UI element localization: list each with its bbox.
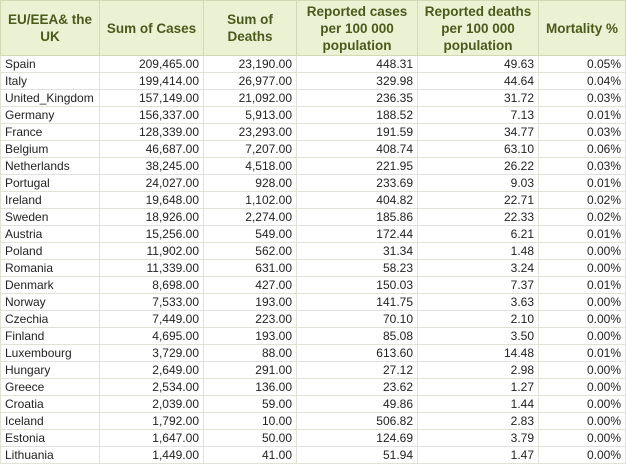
table-row — [1, 362, 626, 379]
country-cell: Estonia — [1, 430, 100, 447]
cases-per-100k-cell: 23.62 — [297, 379, 418, 396]
mortality-cell: 0.05% — [539, 56, 626, 73]
mortality-cell: 0.00% — [539, 294, 626, 311]
mortality-cell: 0.00% — [539, 379, 626, 396]
mortality-cell: 0.03% — [539, 158, 626, 175]
table-row — [1, 73, 626, 90]
table-row — [1, 90, 626, 107]
deaths-cell: 631.00 — [204, 260, 297, 277]
cases-per-100k-cell: 236.35 — [297, 90, 418, 107]
deaths-cell: 136.00 — [204, 379, 297, 396]
deaths-per-100k-cell: 31.72 — [418, 90, 539, 107]
mortality-cell: 0.03% — [539, 124, 626, 141]
cases-cell: 7,449.00 — [100, 311, 204, 328]
table-row — [1, 311, 626, 328]
cases-cell: 2,039.00 — [100, 396, 204, 413]
country-cell: Spain — [1, 56, 100, 73]
deaths-cell: 223.00 — [204, 311, 297, 328]
country-cell: Ireland — [1, 192, 100, 209]
deaths-cell: 23,190.00 — [204, 56, 297, 73]
deaths-per-100k-cell: 22.71 — [418, 192, 539, 209]
cases-cell: 19,648.00 — [100, 192, 204, 209]
cases-per-100k-cell: 49.86 — [297, 396, 418, 413]
country-cell: Romania — [1, 260, 100, 277]
deaths-cell: 4,518.00 — [204, 158, 297, 175]
deaths-per-100k-cell: 2.10 — [418, 311, 539, 328]
cases-cell: 4,695.00 — [100, 328, 204, 345]
deaths-cell: 10.00 — [204, 413, 297, 430]
cases-per-100k-cell: 233.69 — [297, 175, 418, 192]
table-row — [1, 141, 626, 158]
mortality-cell: 0.03% — [539, 90, 626, 107]
cases-per-100k-cell: 70.10 — [297, 311, 418, 328]
table-row — [1, 56, 626, 73]
cases-per-100k-cell: 141.75 — [297, 294, 418, 311]
deaths-per-100k-cell: 22.33 — [418, 209, 539, 226]
country-cell: Norway — [1, 294, 100, 311]
mortality-cell: 0.00% — [539, 311, 626, 328]
deaths-cell: 59.00 — [204, 396, 297, 413]
deaths-per-100k-cell: 3.24 — [418, 260, 539, 277]
deaths-per-100k-cell: 1.44 — [418, 396, 539, 413]
cases-per-100k-cell: 58.23 — [297, 260, 418, 277]
mortality-cell: 0.00% — [539, 362, 626, 379]
table-row — [1, 379, 626, 396]
deaths-cell: 193.00 — [204, 294, 297, 311]
deaths-per-100k-cell: 14.48 — [418, 345, 539, 362]
deaths-cell: 23,293.00 — [204, 124, 297, 141]
deaths-cell: 7,207.00 — [204, 141, 297, 158]
table-row — [1, 209, 626, 226]
deaths-cell: 26,977.00 — [204, 73, 297, 90]
table-row — [1, 192, 626, 209]
mortality-cell: 0.01% — [539, 345, 626, 362]
cases-cell: 2,649.00 — [100, 362, 204, 379]
deaths-cell: 5,913.00 — [204, 107, 297, 124]
mortality-cell: 0.00% — [539, 396, 626, 413]
country-cell: Netherlands — [1, 158, 100, 175]
mortality-cell: 0.00% — [539, 243, 626, 260]
deaths-cell: 562.00 — [204, 243, 297, 260]
header-country: EU/EEA& the UK — [1, 1, 100, 56]
cases-cell: 15,256.00 — [100, 226, 204, 243]
deaths-per-100k-cell: 26.22 — [418, 158, 539, 175]
country-cell: Denmark — [1, 277, 100, 294]
table-row — [1, 158, 626, 175]
cases-cell: 128,339.00 — [100, 124, 204, 141]
table-row — [1, 124, 626, 141]
country-cell: Iceland — [1, 413, 100, 430]
cases-per-100k-cell: 408.74 — [297, 141, 418, 158]
cases-per-100k-cell: 188.52 — [297, 107, 418, 124]
deaths-per-100k-cell: 7.13 — [418, 107, 539, 124]
deaths-per-100k-cell: 9.03 — [418, 175, 539, 192]
deaths-cell: 193.00 — [204, 328, 297, 345]
header-mortality: Mortality % — [539, 1, 626, 56]
country-cell: Germany — [1, 107, 100, 124]
cases-per-100k-cell: 172.44 — [297, 226, 418, 243]
country-cell: Portugal — [1, 175, 100, 192]
country-cell: Poland — [1, 243, 100, 260]
cases-cell: 18,926.00 — [100, 209, 204, 226]
deaths-per-100k-cell: 3.63 — [418, 294, 539, 311]
table-row — [1, 447, 626, 464]
cases-cell: 38,245.00 — [100, 158, 204, 175]
deaths-cell: 41.00 — [204, 447, 297, 464]
deaths-cell: 88.00 — [204, 345, 297, 362]
table-body — [1, 56, 626, 464]
country-cell: Croatia — [1, 396, 100, 413]
header-sum-of-cases: Sum of Cases — [100, 1, 204, 56]
cases-cell: 3,729.00 — [100, 345, 204, 362]
table-row — [1, 243, 626, 260]
cases-cell: 46,687.00 — [100, 141, 204, 158]
country-cell: Czechia — [1, 311, 100, 328]
mortality-cell: 0.02% — [539, 209, 626, 226]
table-row — [1, 396, 626, 413]
mortality-cell: 0.01% — [539, 226, 626, 243]
country-cell: Hungary — [1, 362, 100, 379]
cases-per-100k-cell: 124.69 — [297, 430, 418, 447]
cases-per-100k-cell: 191.59 — [297, 124, 418, 141]
cases-per-100k-cell: 613.60 — [297, 345, 418, 362]
mortality-cell: 0.00% — [539, 260, 626, 277]
deaths-per-100k-cell: 1.47 — [418, 447, 539, 464]
country-cell: Belgium — [1, 141, 100, 158]
deaths-per-100k-cell: 7.37 — [418, 277, 539, 294]
cases-cell: 1,449.00 — [100, 447, 204, 464]
header-row — [1, 1, 626, 56]
country-cell: Luxembourg — [1, 345, 100, 362]
cases-cell: 199,414.00 — [100, 73, 204, 90]
cases-cell: 7,533.00 — [100, 294, 204, 311]
cases-cell: 8,698.00 — [100, 277, 204, 294]
cases-per-100k-cell: 221.95 — [297, 158, 418, 175]
country-cell: Sweden — [1, 209, 100, 226]
deaths-cell: 928.00 — [204, 175, 297, 192]
cases-cell: 2,534.00 — [100, 379, 204, 396]
table-row — [1, 175, 626, 192]
table-row — [1, 226, 626, 243]
table-row — [1, 345, 626, 362]
deaths-cell: 50.00 — [204, 430, 297, 447]
table-row — [1, 430, 626, 447]
deaths-per-100k-cell: 44.64 — [418, 73, 539, 90]
mortality-cell: 0.04% — [539, 73, 626, 90]
cases-cell: 11,902.00 — [100, 243, 204, 260]
deaths-per-100k-cell: 1.48 — [418, 243, 539, 260]
deaths-per-100k-cell: 49.63 — [418, 56, 539, 73]
mortality-cell: 0.06% — [539, 141, 626, 158]
deaths-cell: 427.00 — [204, 277, 297, 294]
cases-cell: 157,149.00 — [100, 90, 204, 107]
mortality-cell: 0.01% — [539, 107, 626, 124]
mortality-cell: 0.01% — [539, 175, 626, 192]
table-row — [1, 260, 626, 277]
header-cases-per-100k: Reported cases per 100 000 population — [297, 1, 418, 56]
deaths-cell: 1,102.00 — [204, 192, 297, 209]
table-row — [1, 277, 626, 294]
country-cell: Finland — [1, 328, 100, 345]
mortality-cell: 0.00% — [539, 430, 626, 447]
cases-per-100k-cell: 150.03 — [297, 277, 418, 294]
deaths-per-100k-cell: 34.77 — [418, 124, 539, 141]
deaths-cell: 291.00 — [204, 362, 297, 379]
cases-cell: 1,792.00 — [100, 413, 204, 430]
table-header — [1, 1, 626, 56]
deaths-per-100k-cell: 63.10 — [418, 141, 539, 158]
header-sum-of-deaths: Sum of Deaths — [204, 1, 297, 56]
country-cell: Greece — [1, 379, 100, 396]
deaths-cell: 549.00 — [204, 226, 297, 243]
country-cell: Lithuania — [1, 447, 100, 464]
mortality-cell: 0.01% — [539, 277, 626, 294]
deaths-per-100k-cell: 6.21 — [418, 226, 539, 243]
cases-per-100k-cell: 506.82 — [297, 413, 418, 430]
mortality-cell: 0.00% — [539, 447, 626, 464]
table-row — [1, 413, 626, 430]
deaths-per-100k-cell: 3.50 — [418, 328, 539, 345]
cases-cell: 156,337.00 — [100, 107, 204, 124]
cases-per-100k-cell: 329.98 — [297, 73, 418, 90]
country-cell: France — [1, 124, 100, 141]
table-row — [1, 328, 626, 345]
mortality-cell: 0.02% — [539, 192, 626, 209]
cases-per-100k-cell: 51.94 — [297, 447, 418, 464]
cases-per-100k-cell: 27.12 — [297, 362, 418, 379]
cases-per-100k-cell: 185.86 — [297, 209, 418, 226]
header-deaths-per-100k: Reported deaths per 100 000 population — [418, 1, 539, 56]
deaths-per-100k-cell: 1.27 — [418, 379, 539, 396]
cases-per-100k-cell: 404.82 — [297, 192, 418, 209]
cases-per-100k-cell: 85.08 — [297, 328, 418, 345]
table-row — [1, 294, 626, 311]
deaths-per-100k-cell: 2.98 — [418, 362, 539, 379]
deaths-per-100k-cell: 3.79 — [418, 430, 539, 447]
mortality-cell: 0.00% — [539, 328, 626, 345]
table-row — [1, 107, 626, 124]
cases-per-100k-cell: 448.31 — [297, 56, 418, 73]
country-cell: Austria — [1, 226, 100, 243]
country-cell: United_Kingdom — [1, 90, 100, 107]
cases-cell: 24,027.00 — [100, 175, 204, 192]
cases-cell: 209,465.00 — [100, 56, 204, 73]
cases-per-100k-cell: 31.34 — [297, 243, 418, 260]
mortality-cell: 0.00% — [539, 413, 626, 430]
cases-cell: 1,647.00 — [100, 430, 204, 447]
country-cell: Italy — [1, 73, 100, 90]
deaths-per-100k-cell: 2.83 — [418, 413, 539, 430]
deaths-cell: 2,274.00 — [204, 209, 297, 226]
cases-cell: 11,339.00 — [100, 260, 204, 277]
deaths-cell: 21,092.00 — [204, 90, 297, 107]
